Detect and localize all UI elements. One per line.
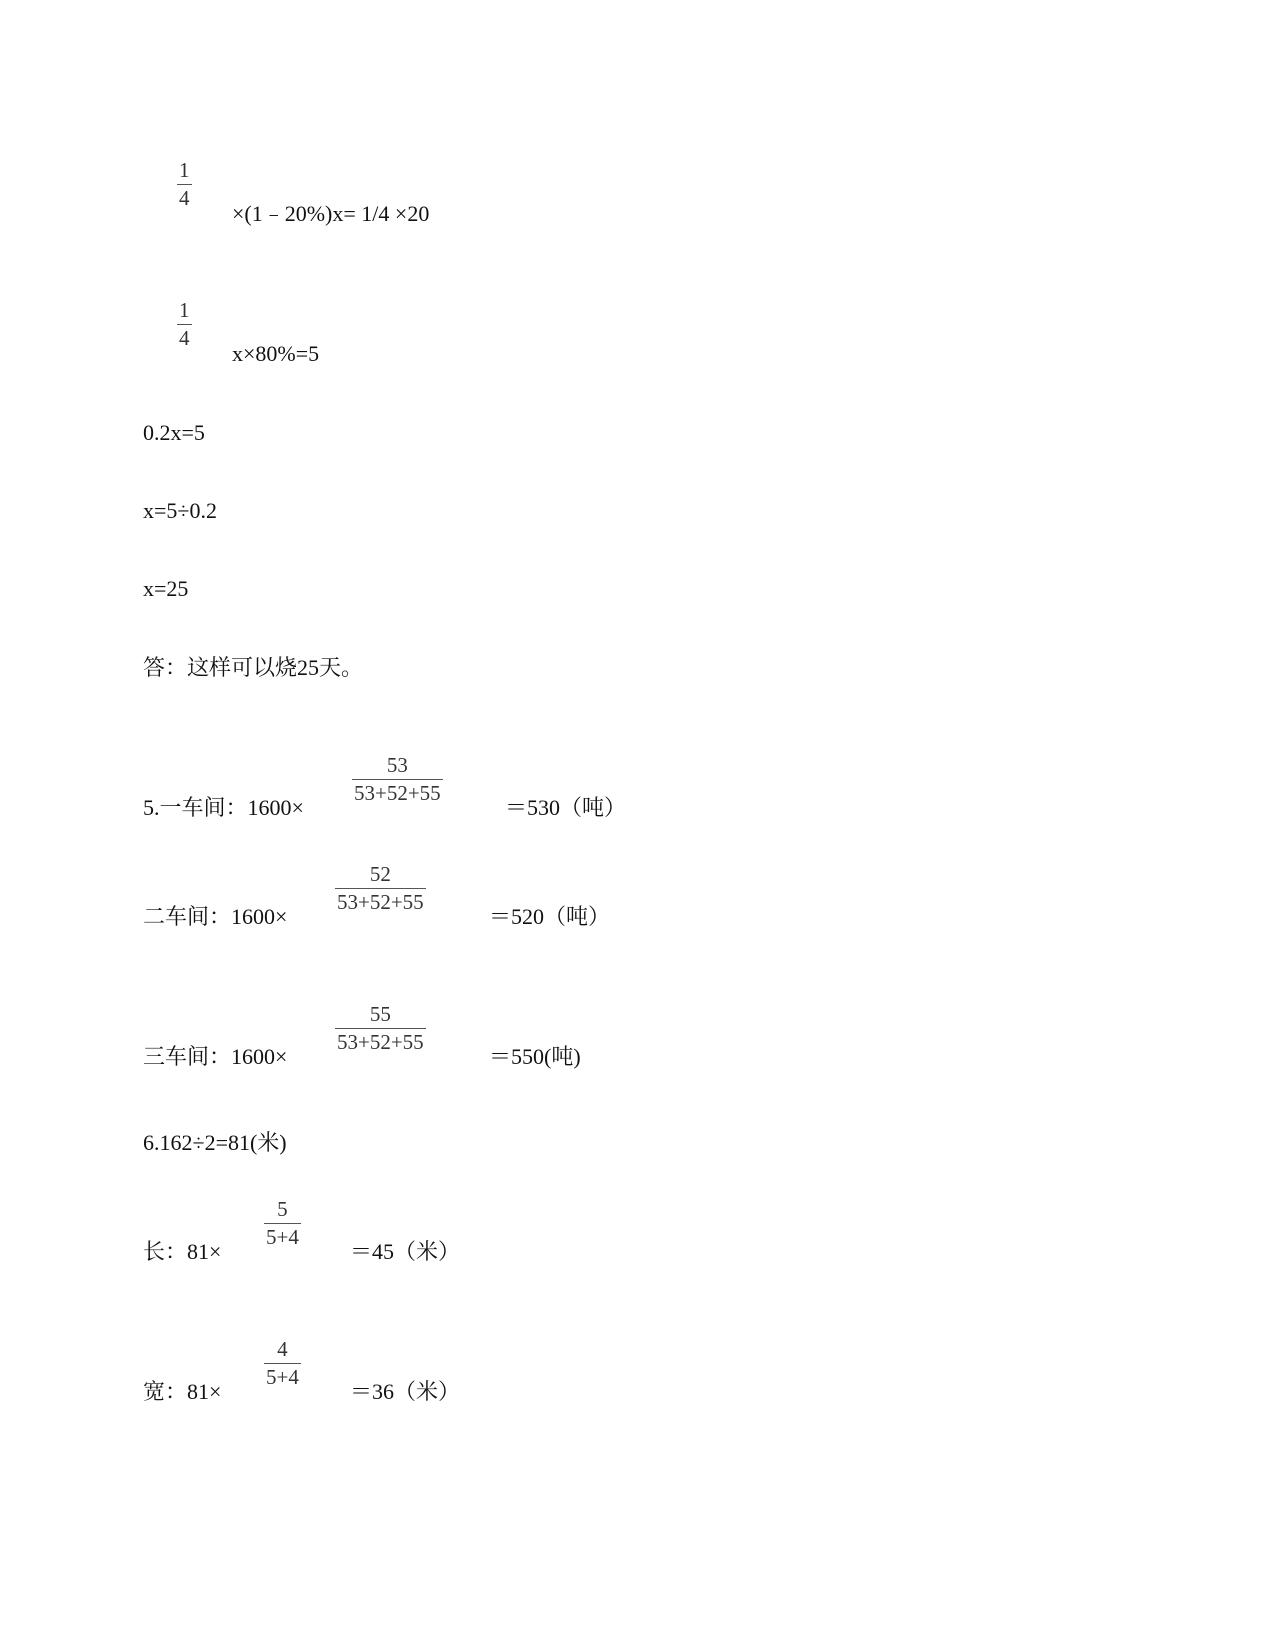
width-label: 宽：81× <box>143 1379 222 1404</box>
fraction-53-over-sum <box>352 755 443 804</box>
q5-workshop-1-label: 5.一车间：1600× <box>143 795 304 820</box>
fraction-5-over-sum <box>264 1199 301 1248</box>
fraction-denominator: 53+52+55 <box>337 1030 424 1054</box>
width-result: ＝36（米） <box>350 1379 461 1404</box>
q5-workshop-1-result: ＝530（吨） <box>505 795 627 820</box>
equation-line-5: x=25 <box>143 576 189 601</box>
fraction-numerator: 5 <box>277 1197 288 1221</box>
fraction-denominator: 4 <box>179 326 190 350</box>
fraction-denominator: 5+4 <box>266 1365 299 1389</box>
fraction-denominator: 4 <box>179 186 190 210</box>
fraction-52-over-sum <box>335 864 426 913</box>
fraction-denominator: 53+52+55 <box>354 781 441 805</box>
fraction-numerator: 55 <box>369 1002 391 1026</box>
fraction-4-over-sum <box>264 1339 301 1388</box>
fraction-numerator: 52 <box>369 862 391 886</box>
length-result: ＝45（米） <box>350 1239 461 1264</box>
fraction-one-quarter <box>177 300 192 349</box>
fraction-numerator: 1 <box>179 298 190 322</box>
workshop-2-label: 二车间：1600× <box>143 904 288 929</box>
fraction-one-quarter <box>177 160 192 209</box>
equation-line-3: 0.2x=5 <box>143 420 205 445</box>
answer-q4: 答：这样可以烧25天。 <box>143 655 364 680</box>
workshop-2-result: ＝520（吨） <box>489 904 611 929</box>
fraction-numerator: 4 <box>277 1337 288 1361</box>
equation-line-4: x=5÷0.2 <box>143 498 217 523</box>
workshop-3-label: 三车间：1600× <box>143 1044 288 1069</box>
workshop-3-result: ＝550(吨) <box>489 1044 581 1069</box>
fraction-denominator: 5+4 <box>266 1225 299 1249</box>
equation-line-2: x×80%=5 <box>232 341 320 366</box>
fraction-55-over-sum <box>335 1004 426 1053</box>
equation-line-1: ×(1﹣20%)x= 1/4 ×20 <box>232 201 430 226</box>
fraction-denominator: 53+52+55 <box>337 890 424 914</box>
fraction-numerator: 1 <box>179 158 190 182</box>
q6-half-perimeter: 6.162÷2=81(米) <box>143 1130 287 1155</box>
fraction-numerator: 53 <box>386 753 408 777</box>
length-label: 长：81× <box>143 1239 222 1264</box>
